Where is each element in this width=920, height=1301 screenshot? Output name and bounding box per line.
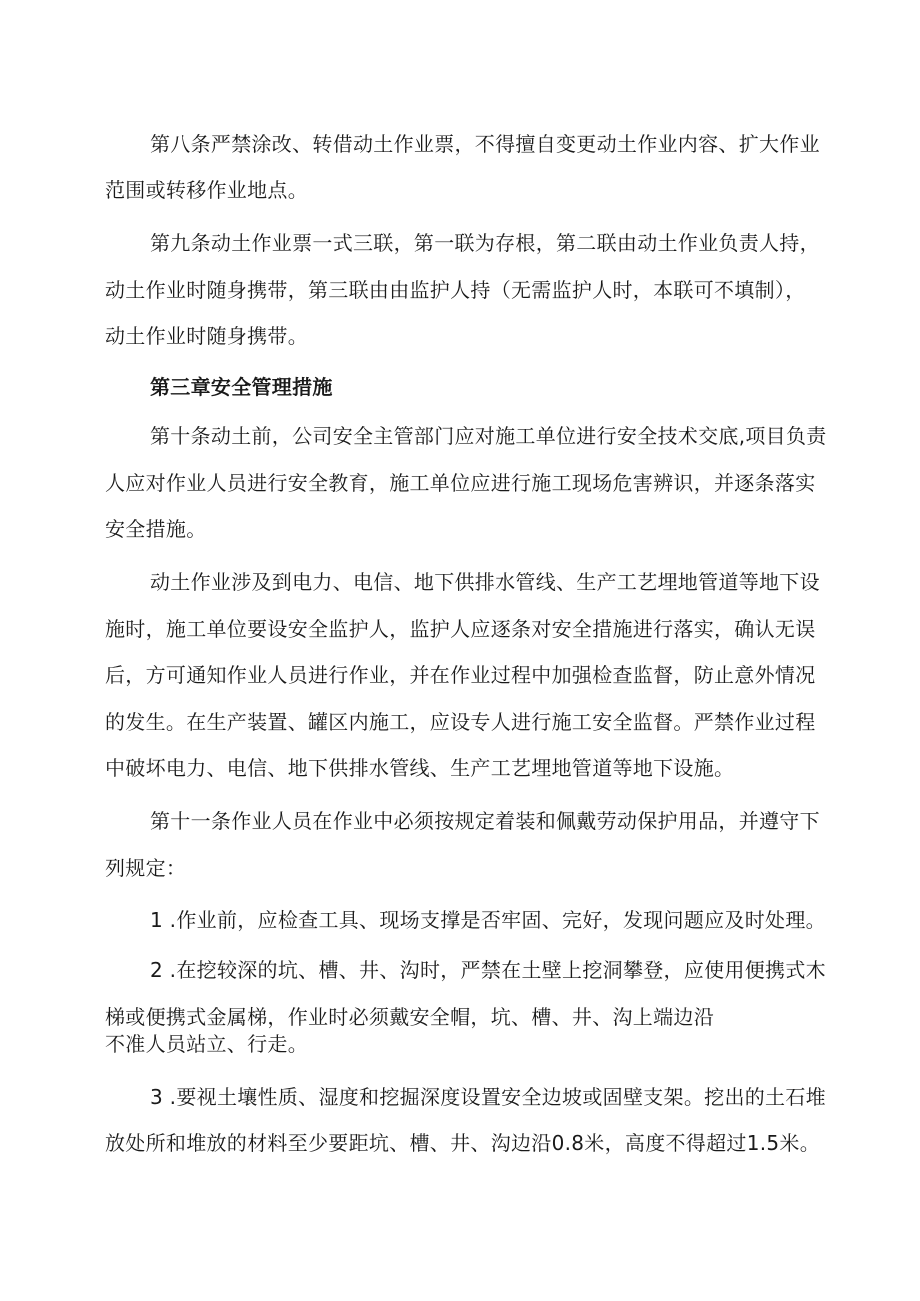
underground-facilities-line-1: 动土作业涉及到电力、电信、地下供排水管线、生产工艺埋地管道等地下设	[150, 570, 820, 594]
article-10-line-2: 人应对作业人员进行安全教育，施工单位应进行施工现场危害辨识，并逐条落实	[105, 471, 816, 495]
chapter-3-heading: 第三章安全管理措施	[150, 375, 333, 399]
article-11-line-2: 列规定：	[105, 856, 187, 880]
underground-facilities-line-3: 后，方可通知作业人员进行作业，并在作业过程中加强检查监督，防止意外情况	[105, 663, 816, 687]
article-8-line-1: 第八条严禁涂改、转借动土作业票，不得擅自变更动土作业内容、扩大作业	[150, 132, 820, 156]
underground-facilities-line-4: 的发生。在生产装置、罐区内施工，应设专人进行施工安全监督。严禁作业过程	[105, 710, 816, 734]
article-11-line-1: 第十一条作业人员在作业中必须按规定着装和佩戴劳动保护用品，并遵守下	[150, 809, 820, 833]
rule-2-line-1: 2 .在挖较深的坑、槽、井、沟时，严禁在土壁上挖洞攀登，应使用便携式木	[150, 958, 826, 982]
underground-facilities-line-2: 施时，施工单位要设安全监护人，监护人应逐条对安全措施进行落实，确认无误	[105, 617, 816, 641]
rule-3-line-1: 3 .要视土壤性质、湿度和挖掘深度设置安全边坡或固壁支架。挖出的土石堆	[150, 1085, 826, 1109]
rule-1-line: 1 .作业前，应检查工具、现场支撑是否牢固、完好，发现问题应及时处理。	[150, 908, 826, 932]
rule-2-line-3: 不准人员站立、行走。	[105, 1032, 308, 1056]
article-10-line-1: 第十条动土前，公司安全主管部门应对施工单位进行安全技术交底,项目负责	[150, 424, 827, 448]
article-9-line-1: 第九条动土作业票一式三联，第一联为存根，第二联由动土作业负责人持，	[150, 231, 820, 255]
article-10-line-3: 安全措施。	[105, 517, 207, 541]
rule-2-line-2: 梯或便携式金属梯，作业时必须戴安全帽，坑、槽、井、沟上端边沿	[105, 1005, 714, 1029]
article-8-line-2: 范围或转移作业地点。	[105, 178, 308, 202]
article-9-line-3: 动土作业时随身携带。	[105, 324, 308, 348]
rule-3-line-2: 放处所和堆放的材料至少要距坑、槽、井、沟边沿0.8米，高度不得超过1.5米。	[105, 1131, 821, 1155]
underground-facilities-line-5: 中破坏电力、电信、地下供排水管线、生产工艺埋地管道等地下设施。	[105, 756, 735, 780]
article-9-line-2: 动土作业时随身携带，第三联由由监护人持（无需监护人时，本联可不填制），	[105, 278, 806, 302]
